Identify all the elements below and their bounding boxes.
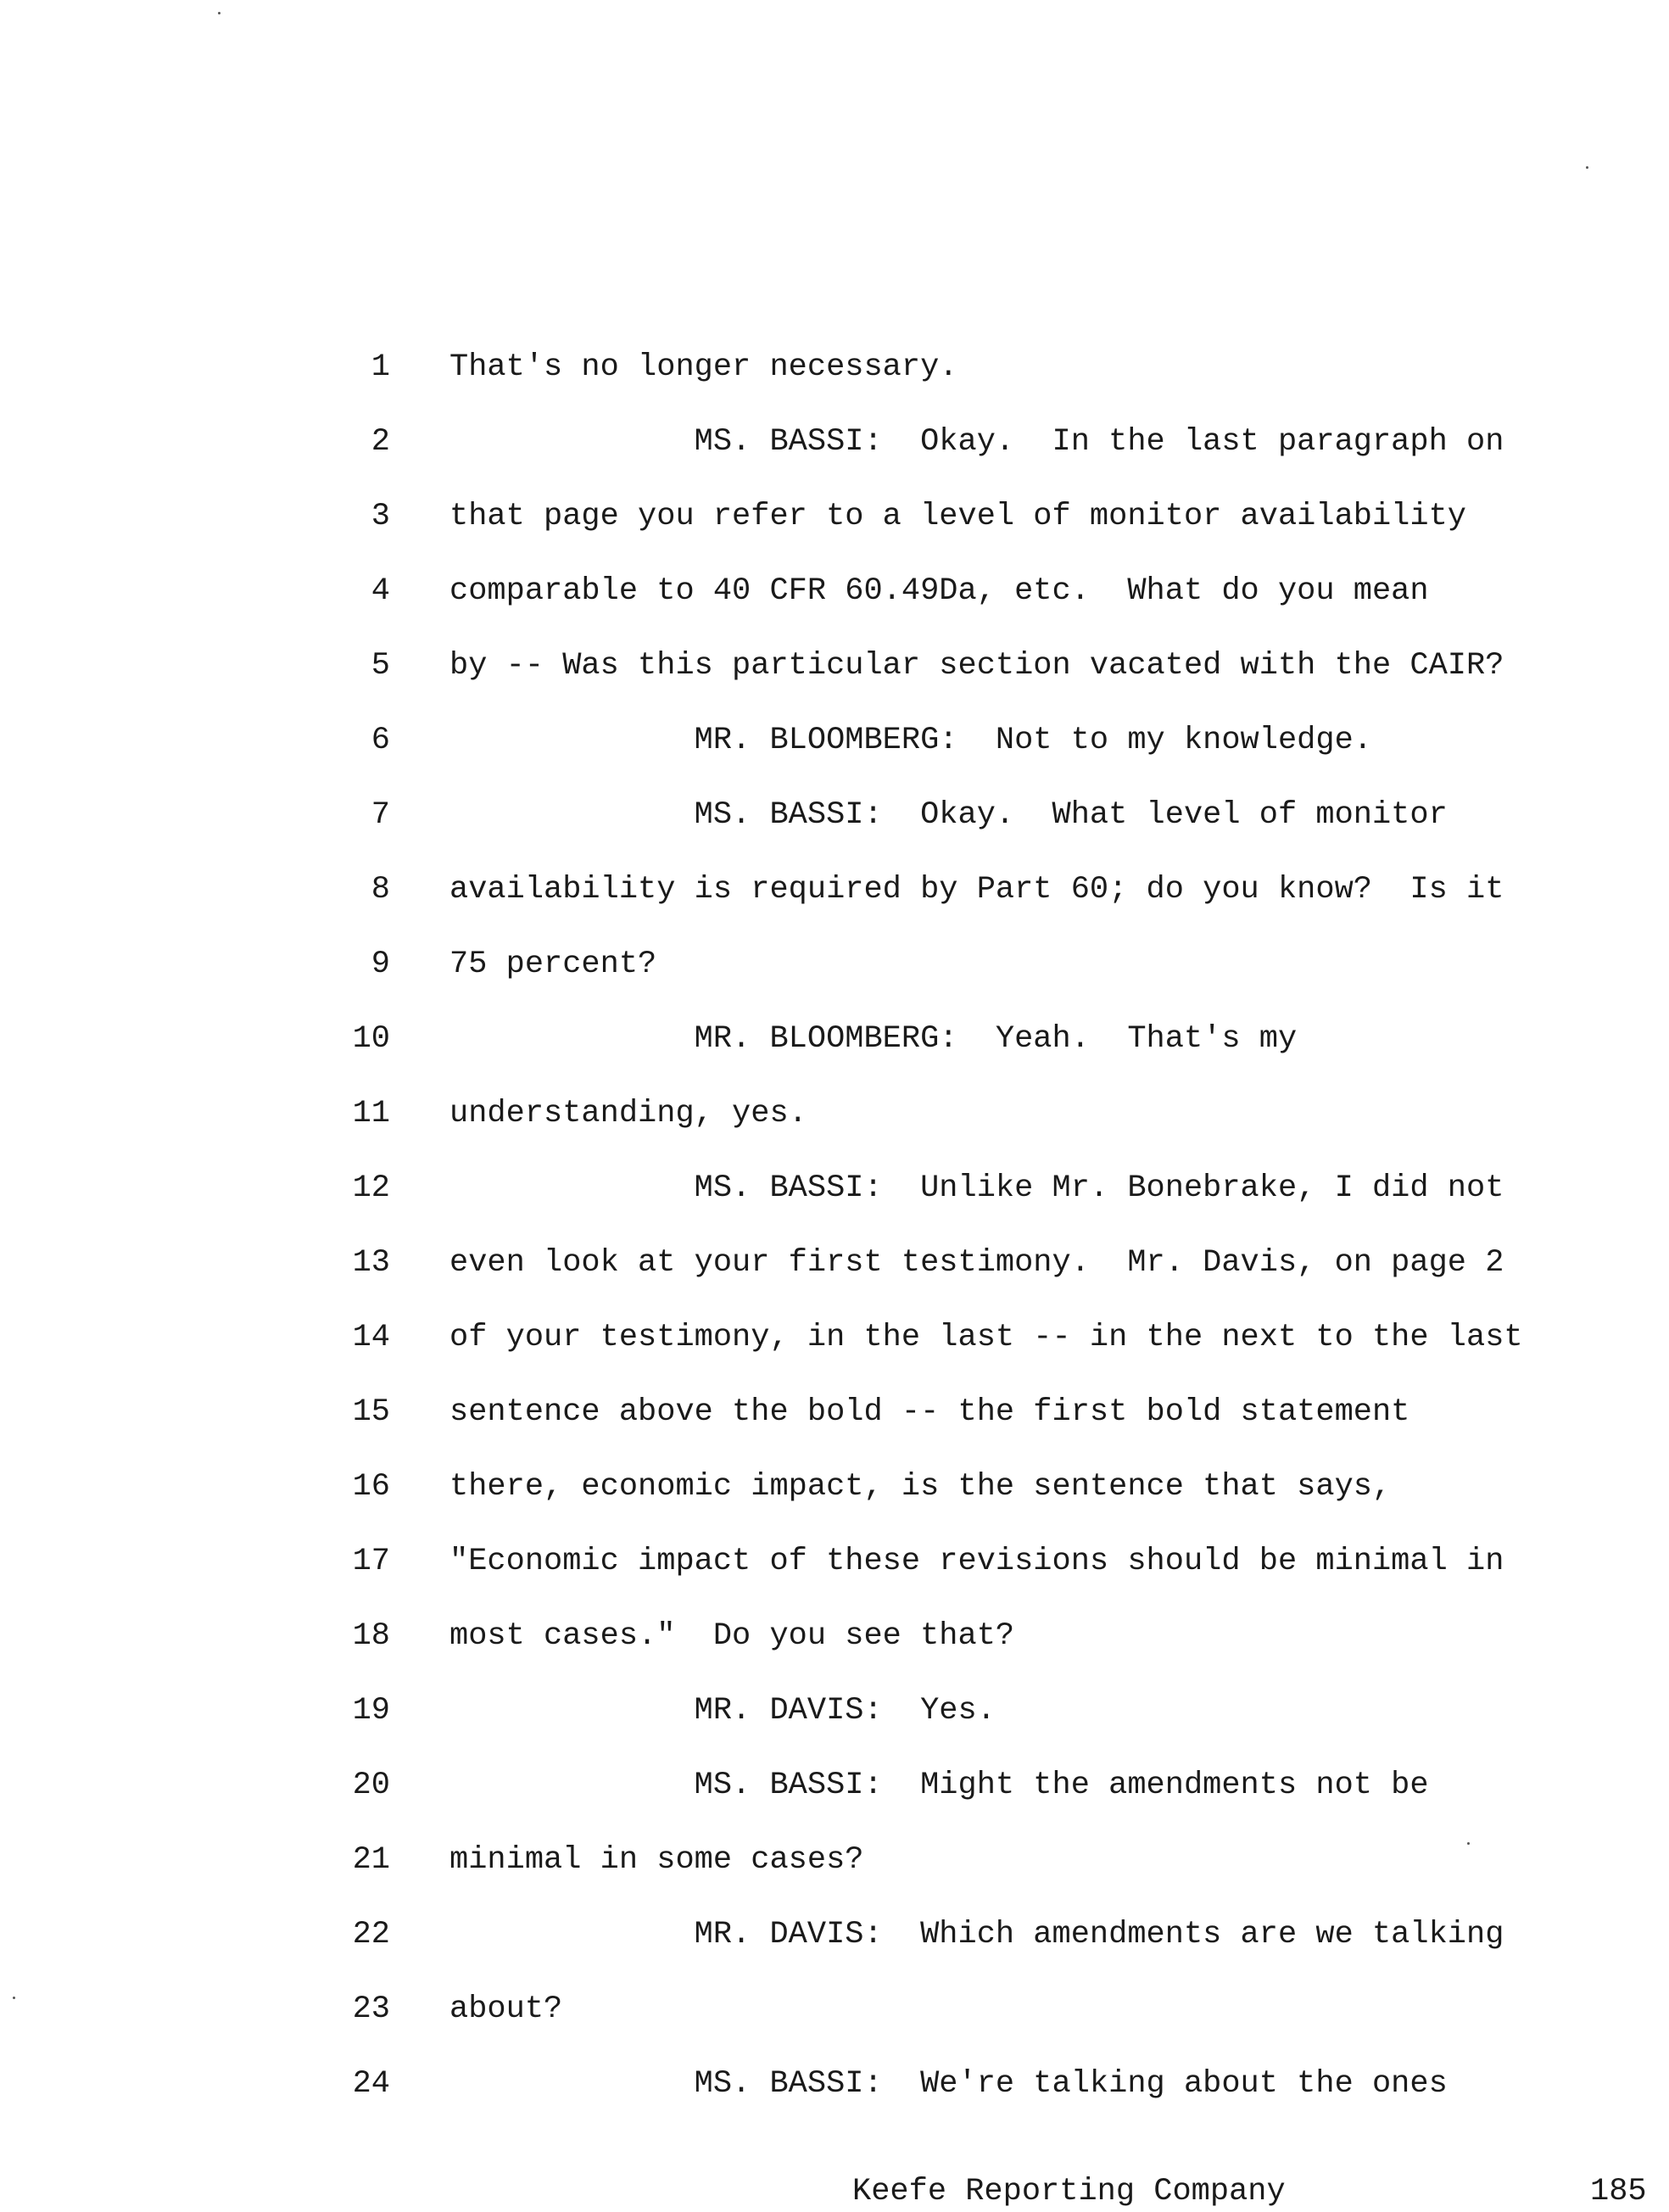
line-number: 17 bbox=[352, 1544, 390, 1579]
line-text: of your testimony, in the last -- in the next to the last bbox=[449, 1320, 1523, 1355]
scan-speck bbox=[1467, 1842, 1470, 1845]
line-number: 12 bbox=[352, 1170, 390, 1206]
line-text: MR. BLOOMBERG: Not to my knowledge. bbox=[449, 723, 1372, 758]
transcript-line bbox=[0, 566, 1669, 617]
transcript-line bbox=[0, 342, 1669, 393]
line-number: 3 bbox=[371, 499, 390, 534]
transcript-line bbox=[0, 715, 1669, 766]
line-number: 13 bbox=[352, 1245, 390, 1281]
line-number: 18 bbox=[352, 1618, 390, 1654]
transcript-line bbox=[0, 1237, 1669, 1288]
line-text: MR. DAVIS: Yes. bbox=[449, 1693, 996, 1729]
line-text: minimal in some cases? bbox=[449, 1842, 864, 1878]
line-number: 15 bbox=[352, 1394, 390, 1430]
transcript-line bbox=[0, 1088, 1669, 1139]
transcript-line bbox=[0, 1909, 1669, 1960]
line-text: 75 percent? bbox=[449, 947, 657, 982]
line-number: 11 bbox=[352, 1096, 390, 1131]
line-text: understanding, yes. bbox=[449, 1096, 807, 1131]
transcript-line bbox=[0, 1611, 1669, 1662]
line-text: MS. BASSI: Unlike Mr. Bonebrake, I did not bbox=[449, 1170, 1504, 1206]
line-text: even look at your first testimony. Mr. Davis, on page 2 bbox=[449, 1245, 1504, 1281]
transcript-line bbox=[0, 790, 1669, 841]
line-number: 5 bbox=[371, 648, 390, 684]
line-text: comparable to 40 CFR 60.49Da, etc. What do you mean bbox=[449, 573, 1429, 609]
line-number: 9 bbox=[371, 947, 390, 982]
line-number: 22 bbox=[352, 1917, 390, 1952]
line-text: "Economic impact of these revisions should be minimal in bbox=[449, 1544, 1504, 1579]
line-number: 10 bbox=[352, 1021, 390, 1057]
transcript-line bbox=[0, 1163, 1669, 1214]
line-text: MR. BLOOMBERG: Yeah. That's my bbox=[449, 1021, 1298, 1057]
transcript-line bbox=[0, 640, 1669, 691]
line-number: 1 bbox=[371, 349, 390, 385]
line-number: 4 bbox=[371, 573, 390, 609]
reporting-company: Keefe Reporting Company bbox=[852, 2174, 1286, 2209]
transcript-line bbox=[0, 1014, 1669, 1064]
line-number: 14 bbox=[352, 1320, 390, 1355]
line-number: 21 bbox=[352, 1842, 390, 1878]
transcript-line bbox=[0, 1685, 1669, 1736]
line-text: MS. BASSI: We're talking about the ones bbox=[449, 2066, 1448, 2102]
line-text: there, economic impact, is the sentence that says, bbox=[449, 1469, 1392, 1505]
transcript-line bbox=[0, 864, 1669, 915]
scan-speck bbox=[1586, 166, 1588, 169]
transcript-line bbox=[0, 491, 1669, 542]
line-text: MR. DAVIS: Which amendments are we talking bbox=[449, 1917, 1504, 1952]
line-number: 16 bbox=[352, 1469, 390, 1505]
scan-speck bbox=[218, 12, 220, 14]
line-text: MS. BASSI: Okay. In the last paragraph on bbox=[449, 424, 1504, 460]
transcript-line bbox=[0, 1835, 1669, 1885]
transcript-line bbox=[0, 1536, 1669, 1587]
transcript-line bbox=[0, 1387, 1669, 1438]
line-text: by -- Was this particular section vacated with the CAIR? bbox=[449, 648, 1504, 684]
transcript-line bbox=[0, 1984, 1669, 2035]
transcript-line bbox=[0, 939, 1669, 990]
transcript-line bbox=[0, 1760, 1669, 1811]
line-text: about? bbox=[449, 1991, 563, 2027]
line-number: 23 bbox=[352, 1991, 390, 2027]
transcript-line bbox=[0, 2058, 1669, 2109]
line-text: sentence above the bold -- the first bold statement bbox=[449, 1394, 1410, 1430]
line-text: MS. BASSI: Might the amendments not be bbox=[449, 1768, 1429, 1803]
line-number: 24 bbox=[352, 2066, 390, 2102]
line-text: most cases." Do you see that? bbox=[449, 1618, 1015, 1654]
line-text: availability is required by Part 60; do you know? Is it bbox=[449, 872, 1504, 908]
line-text: That's no longer necessary. bbox=[449, 349, 958, 385]
line-number: 6 bbox=[371, 723, 390, 758]
line-text: that page you refer to a level of monitor availability bbox=[449, 499, 1466, 534]
transcript-line bbox=[0, 1461, 1669, 1512]
page-number: 185 bbox=[1590, 2174, 1647, 2209]
scan-speck bbox=[13, 1997, 15, 1999]
page-footer bbox=[0, 2171, 1669, 2212]
line-number: 2 bbox=[371, 424, 390, 460]
transcript-line bbox=[0, 416, 1669, 467]
line-number: 7 bbox=[371, 797, 390, 833]
line-number: 19 bbox=[352, 1693, 390, 1729]
line-number: 8 bbox=[371, 872, 390, 908]
transcript-line bbox=[0, 1312, 1669, 1363]
line-number: 20 bbox=[352, 1768, 390, 1803]
line-text: MS. BASSI: Okay. What level of monitor bbox=[449, 797, 1448, 833]
